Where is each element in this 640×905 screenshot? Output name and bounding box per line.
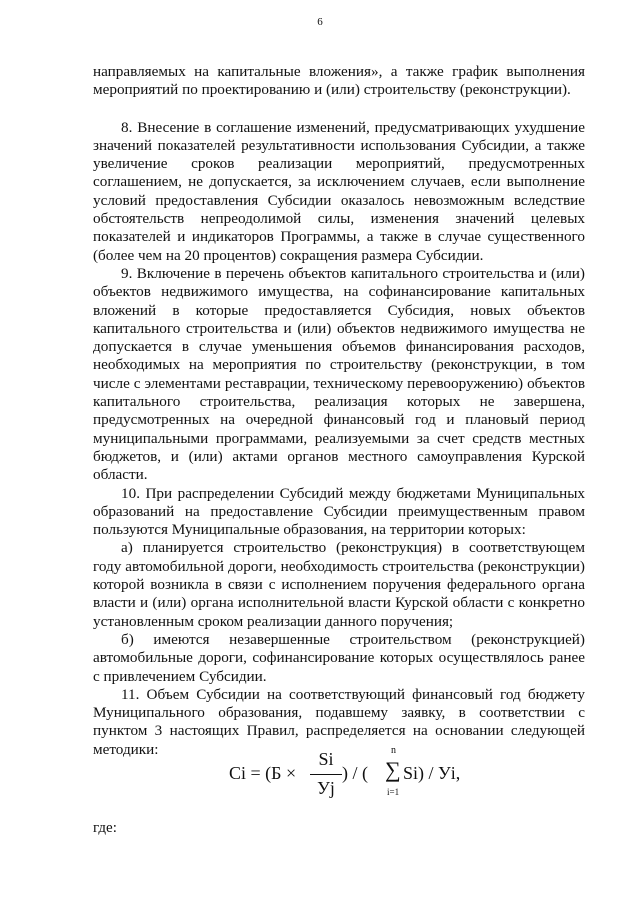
paragraph-11: 11. Объем Субсидии на соответствующий финансовый год бюджету Муниципального образования, подавшему заявку, в соответствии с пунктом 3 настоящих Правил, распределяется на основании следующей методики: xyxy=(93,685,585,758)
sum-upper-limit: n xyxy=(391,745,396,756)
paragraph-10: 10. При распределении Субсидий между бюджетами Муниципальных образований на предоставление Субсидии преимущественным правом пользуются Муниципальные образования, на территории которых: xyxy=(93,484,585,539)
formula xyxy=(0,745,640,829)
paragraph-10b: б) имеются незавершенные строительством (реконструкцией) автомобильные дороги, софинансирование которых осуществлялось ранее с привлечением Субсидии. xyxy=(93,630,585,685)
body-text xyxy=(93,63,585,759)
formula-lhs: Ci = (Б × xyxy=(229,763,297,783)
page-number: 6 xyxy=(317,16,323,28)
formula-rhs: Si) / Уi, xyxy=(403,763,461,783)
formula-mid: ) / ( xyxy=(342,763,368,783)
formula-numerator: Si xyxy=(318,749,334,769)
paragraph-10a: а) планируется строительство (реконструкция) в соответствующем году автомобильной дороги, необходимость строительства (реконструкции) которой возникла в связи с исполнением поручения федерального органа власти и (или) органа исполнительной власти Курской области с конкретно установленным сроком реализации данного поручения; xyxy=(93,539,585,630)
where-label: где: xyxy=(93,820,117,836)
sum-icon: ∑ xyxy=(385,757,401,782)
formula-denominator: Уj xyxy=(317,778,335,798)
paragraph-8: 8. Внесение в соглашение изменений, предусматривающих ухудшение значений показателей результативности использования Субсидии, а также увеличение сроков реализации мероприятий, предусмотренных соглашением, не допускается, за исключением случаев, если выполнение условий предоставления Субсидии оказалось невозможным вследствие обстоятельств непреодолимой силы, изменения значений целевых показателей и индикаторов Программы, а также в случае существенного (более чем на 20 процентов) сокращения размера Субсидии. xyxy=(93,118,585,264)
paragraph-continuation: направляемых на капитальные вложения», а также график выполнения мероприятий по проектированию и (или) строительству (реконструкции). xyxy=(93,63,585,99)
fraction-bar xyxy=(310,774,342,775)
sum-lower-limit: i=1 xyxy=(387,787,400,797)
paragraph-9: 9. Включение в перечень объектов капитального строительства и (или) объектов недвижимого имущества, на софинансирование капитальных вложений в которые предоставляется Субсидия, новых объектов капитального строительства и (или) объектов недвижимого имущества не допускается в случае уменьшения объемов финансирования расходов, необходимых на мероприятия по строительству (реконструкции, в том числе с элементами реставрации, техническому перевооружению) объектов капитального строительства, реализация которых не завершена, предусмотренных на очередной финансовый год и плановый период муниципальными программами, реализуемыми за счет средств местных бюджетов, и (или) актами органов местного самоуправления Курской области. xyxy=(93,264,585,484)
